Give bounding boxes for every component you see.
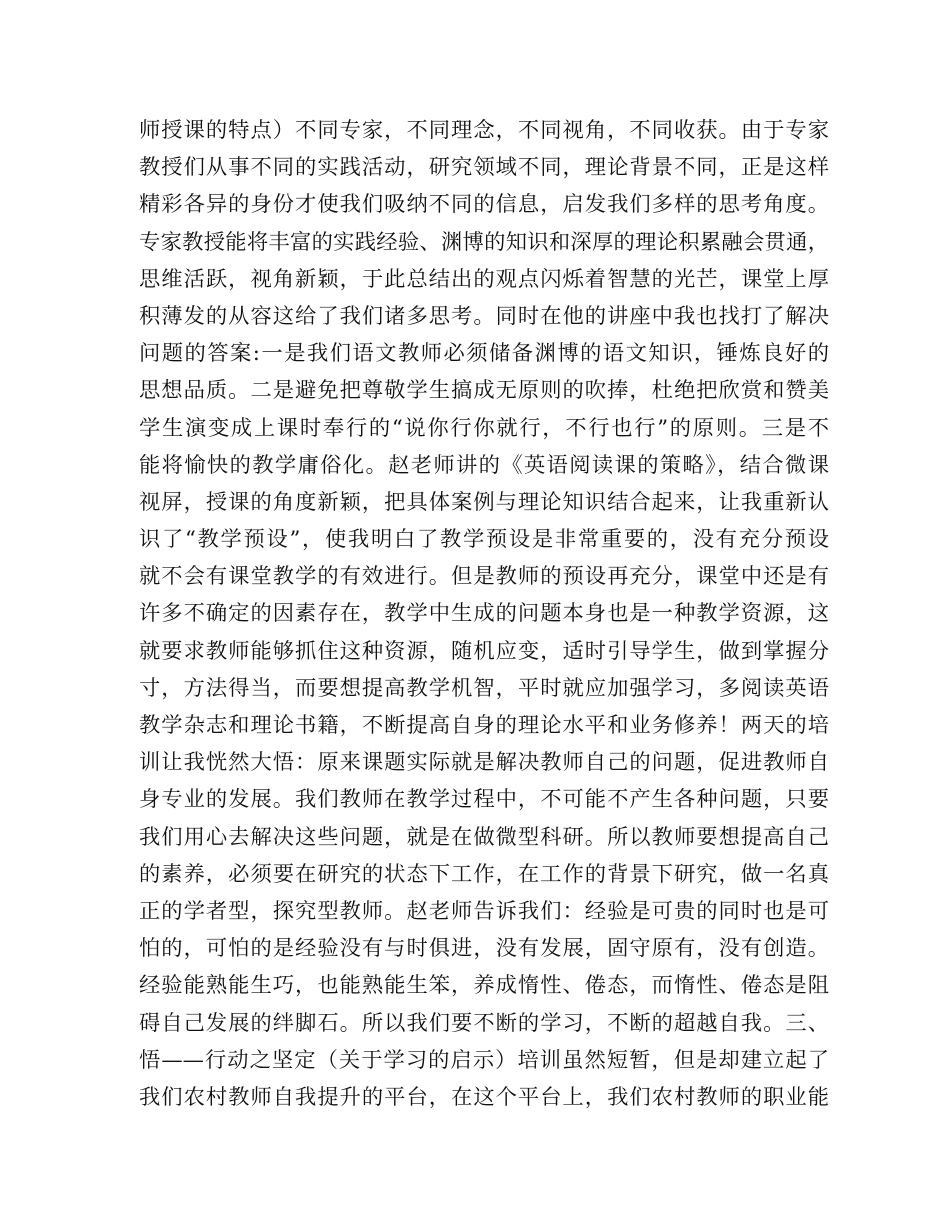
text-line-11: 视屏，授课的角度新颖，把具体案例与理论知识结合起来，让我重新认 [139,489,829,515]
text-line-17: 教学杂志和理论书籍，不断提高自身的理论水平和业务修养！两天的培 [139,713,829,738]
text-line-20: 我们用心去解决这些问题，就是在做微型科研。所以教师要想提高自己 [139,824,829,850]
text-line-23: 怕的，可怕的是经验没有与时俱进，没有发展，固守原有，没有创造。 [139,936,829,962]
text-line-10: 能将愉快的教学庸俗化。赵老师讲的《英语阅读课的策略》，结合微课 [139,452,829,478]
text-line-9: 学生演变成上课时奉行的“说你行你就行，不行也行”的原则。三是不 [139,415,829,441]
text-line-21: 的素养，必须要在研究的状态下工作，在工作的背景下研究，做一名真 [139,861,829,887]
text-line-3: 精彩各异的身份才使我们吸纳不同的信息，启发我们多样的思考角度。 [139,192,829,218]
text-line-13: 就不会有课堂教学的有效进行。但是教师的预设再充分，课堂中还是有 [139,564,829,590]
text-line-2: 教授们从事不同的实践活动，研究领域不同，理论背景不同，正是这样 [139,155,829,181]
text-line-25: 碍自己发展的绊脚石。所以我们要不断的学习，不断的超越自我。三、 [139,1010,829,1036]
text-line-4: 专家教授能将丰富的实践经验、渊博的知识和深厚的理论积累融会贯通， [139,229,829,255]
text-line-19: 身专业的发展。我们教师在教学过程中，不可能不产生各种问题，只要 [139,787,829,813]
text-line-26: 悟——行动之坚定（关于学习的启示）培训虽然短暂，但是却建立起了 [139,1047,829,1073]
text-line-1: 师授课的特点）不同专家，不同理念，不同视角，不同收获。由于专家 [139,118,829,143]
text-line-7: 问题的答案:一是我们语文教师必须储备渊博的语文知识，锤炼良好的 [139,341,829,367]
text-line-16: 寸，方法得当，而要想提高教学机智，平时就应加强学习，多阅读英语 [139,675,829,701]
text-line-27: 我们农村教师自我提升的平台，在这个平台上，我们农村教师的职业能 [139,1084,829,1110]
text-line-22: 正的学者型，探究型教师。赵老师告诉我们：经验是可贵的同时也是可 [139,898,829,924]
text-line-24: 经验能熟能生巧，也能熟能生笨，养成惰性、倦态，而惰性、倦态是阻 [139,973,829,999]
text-line-8: 思想品质。二是避免把尊敬学生搞成无原则的吹捧，杜绝把欣赏和赞美 [139,378,829,404]
text-line-5: 思维活跃，视角新颖，于此总结出的观点闪烁着智慧的光芒，课堂上厚 [139,266,829,292]
text-line-6: 积薄发的从容这给了我们诸多思考。同时在他的讲座中我也找打了解决 [139,303,829,329]
text-line-12: 识了“教学预设”，使我明白了教学预设是非常重要的，没有充分预设 [139,527,829,553]
text-line-15: 就要求教师能够抓住这种资源，随机应变，适时引导学生，做到掌握分 [139,638,829,664]
text-line-14: 许多不确定的因素存在，教学中生成的问题本身也是一种教学资源，这 [139,601,829,627]
body-text [139,112,829,1116]
text-line-18: 训让我恍然大悟：原来课题实际就是解决教师自己的问题，促进教师自 [139,750,829,776]
